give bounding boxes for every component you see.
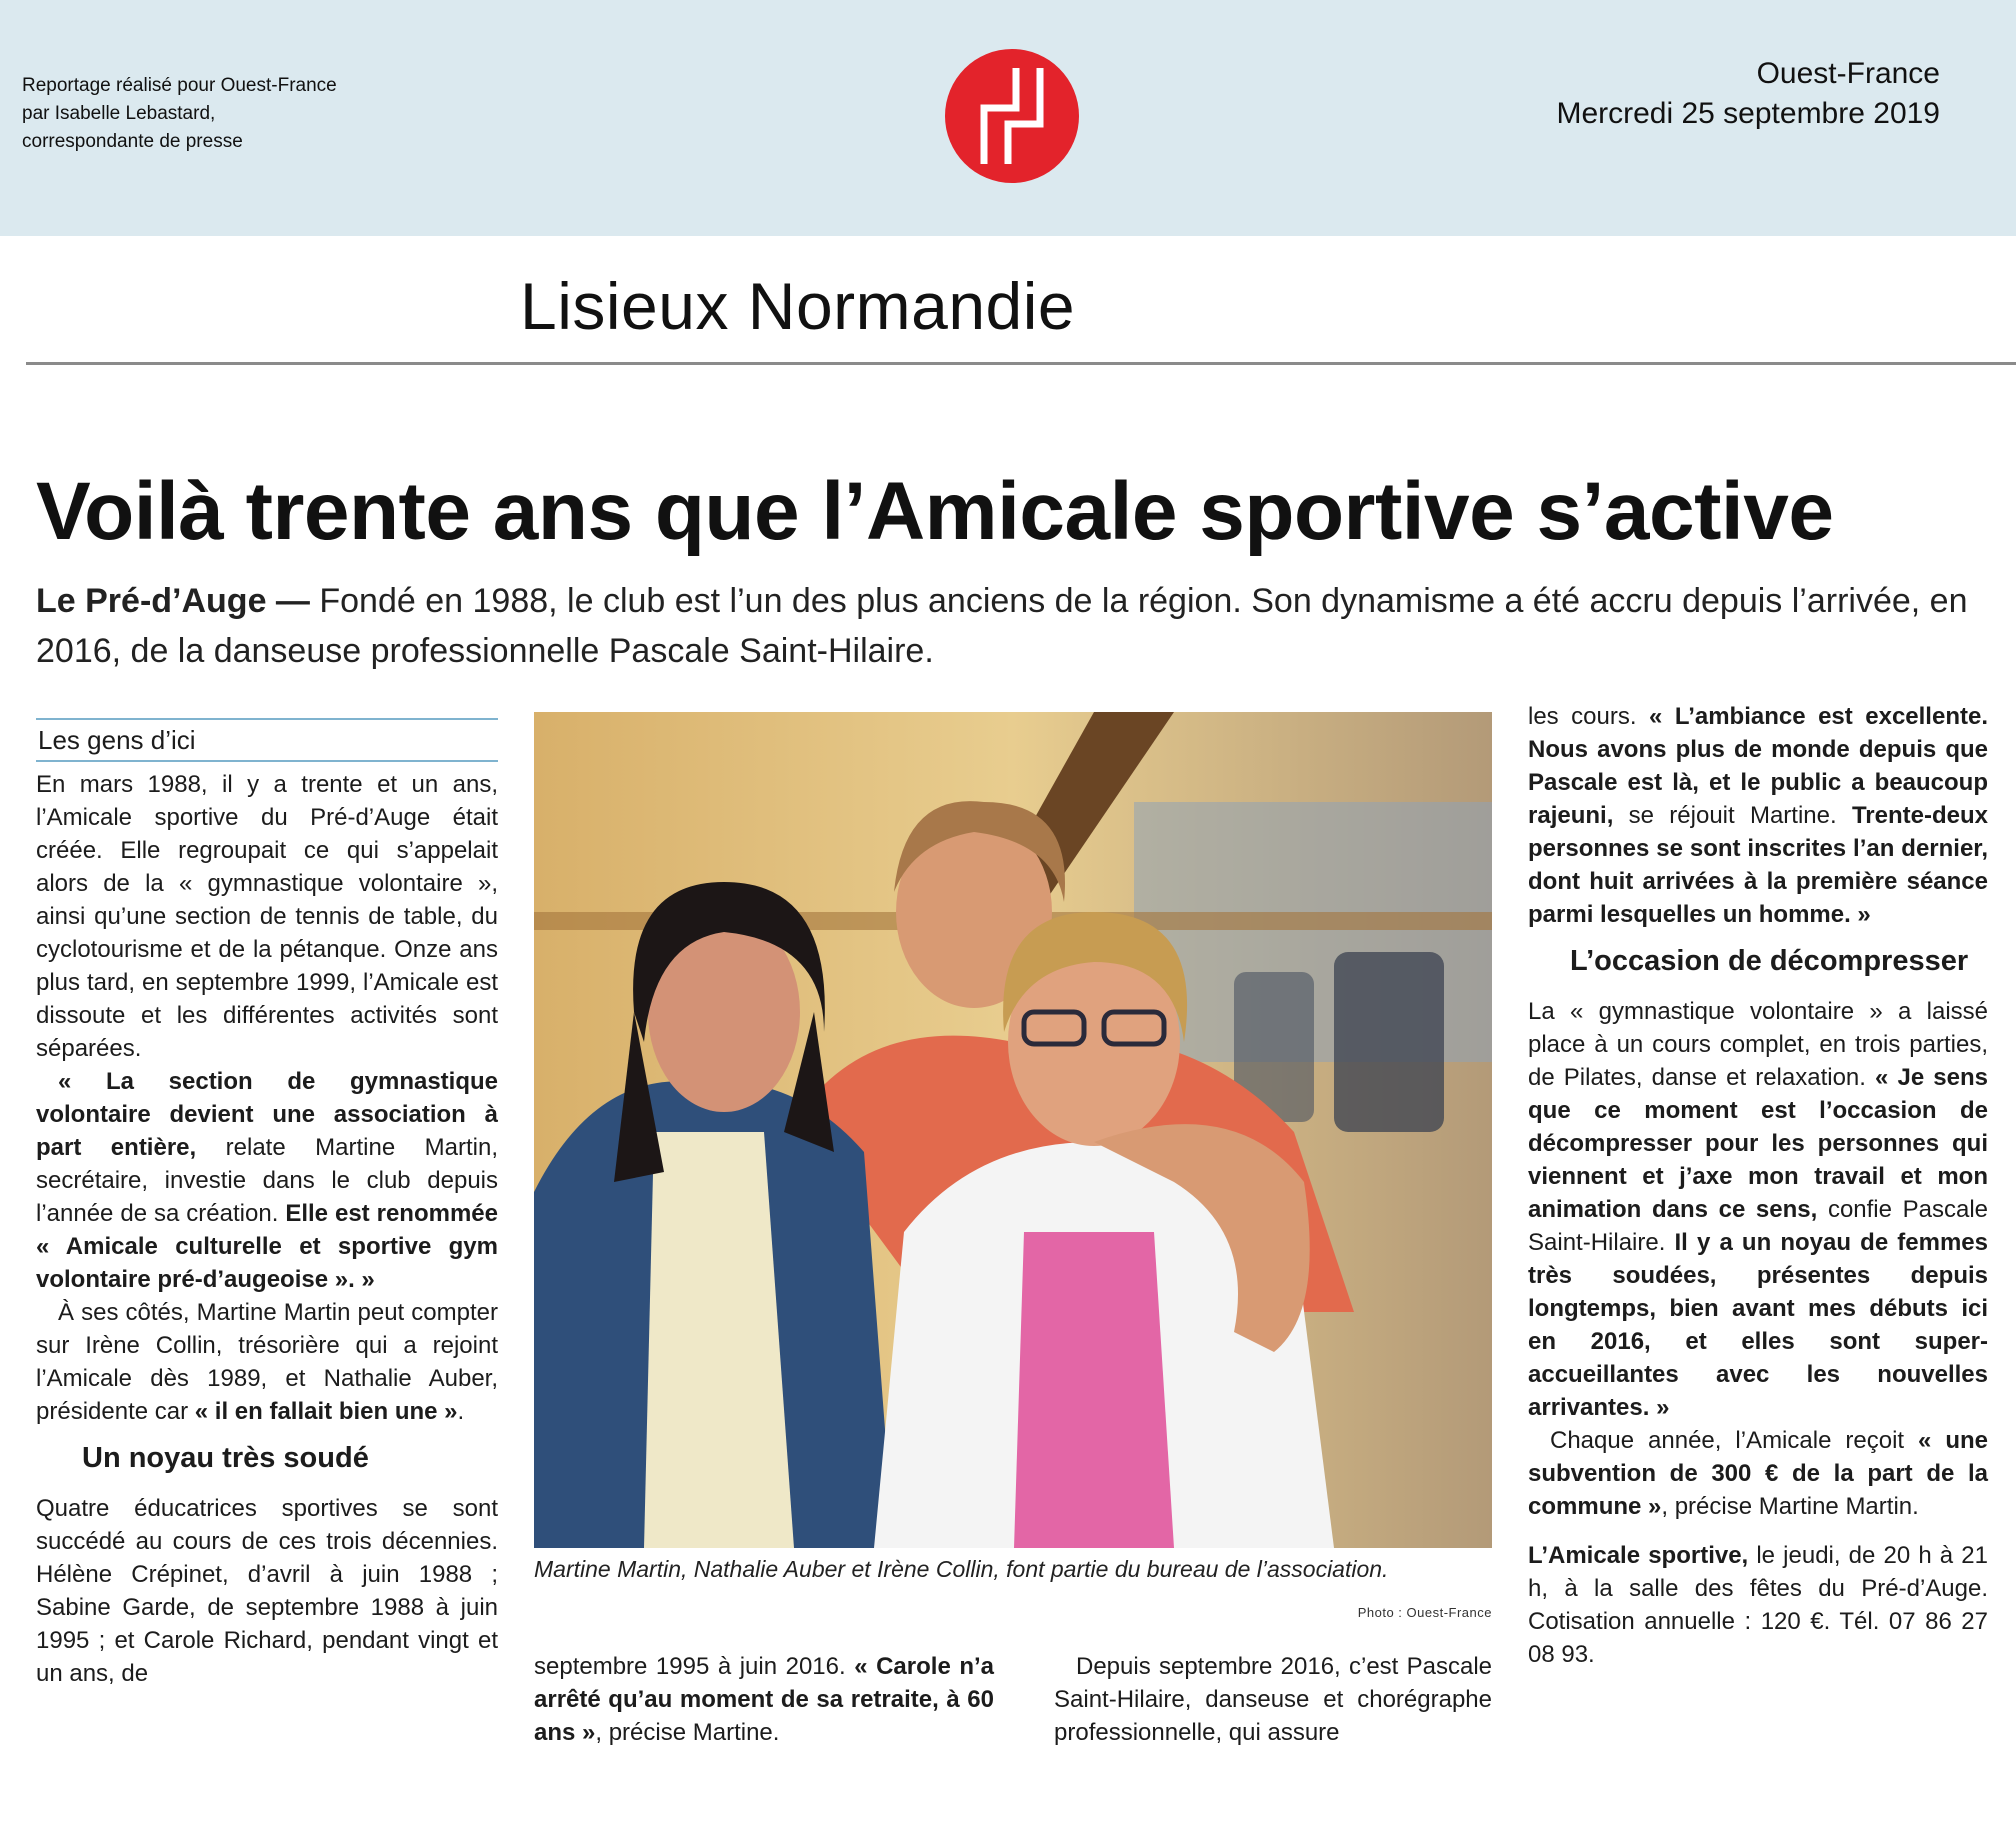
paragraph: Quatre éducatrices sportives se sont succédé au cours de ces trois décennies. Hélène Crépinet, d’avril à juin 1988 ; Sabine Garde, de septembre 1988 à juin 1995 ; et Carole Richard, pendant vingt et un ans, de bbox=[36, 1495, 498, 1687]
article-column-4 bbox=[1528, 700, 1988, 1671]
paragraph bbox=[1528, 1424, 1988, 1523]
article-column-2 bbox=[534, 1650, 994, 1749]
ouest-france-logo-icon bbox=[944, 48, 1080, 184]
quote: Elle est renommée « Amicale culturelle et sportive gym volontaire pré-d’augeoise ». » bbox=[36, 1200, 498, 1293]
subheading: L’occasion de décompresser bbox=[1570, 945, 1969, 977]
text: À ses côtés, Martine Martin peut compter sur Irène Collin, trésorière qui a rejoint l’Amicale dès 1989, et Nathalie Auber, présidente car bbox=[36, 1299, 498, 1425]
section-divider bbox=[26, 362, 2016, 365]
text: . bbox=[457, 1398, 465, 1425]
practical-info bbox=[1528, 1539, 1988, 1671]
quote: « Carole n’a arrêté qu’au moment de sa retraite, à 60 ans » bbox=[534, 1653, 995, 1746]
article-column-3 bbox=[1054, 1650, 1492, 1749]
paragraph bbox=[1528, 700, 1988, 931]
text: La « gymnastique volontaire » a laissé place à un cours complet, en trois parties, de Pilates, danse et relaxation. bbox=[1528, 998, 1988, 1091]
publication-info bbox=[1556, 54, 1940, 134]
credit-line-1: Reportage réalisé pour Ouest-France bbox=[22, 75, 337, 96]
quote: « L’ambiance est excellente. Nous avons plus de monde depuis que Pascale est là, et le public a beaucoup rajeuni, bbox=[1528, 703, 1988, 829]
quote: Trente-deux personnes se sont inscrites l’an dernier, dont huit arrivées à la première séance parmi lesquelles un homme. » bbox=[1528, 802, 1988, 928]
credit-line-3: correspondante de presse bbox=[22, 131, 243, 152]
article-headline: Voilà trente ans que l’Amicale sportive s’active bbox=[36, 466, 1834, 557]
article-column-1 bbox=[36, 718, 498, 1690]
rubric-label: Les gens d’ici bbox=[36, 718, 498, 762]
lead-location: Le Pré-d’Auge — bbox=[36, 582, 310, 620]
quote: « La section de gymnastique volontaire devient une association à part entière, bbox=[36, 1068, 498, 1161]
text: le jeudi, de 20 h à 21 h, à la salle des fêtes du Pré-d’Auge. Cotisation annuelle : 120 €. Tél. 07 86 27 08 93. bbox=[1528, 1542, 1988, 1668]
text: Chaque année, l’Amicale reçoit bbox=[1550, 1427, 1919, 1454]
text: septembre 1995 à juin 2016. bbox=[534, 1653, 855, 1680]
section-title: Lisieux Normandie bbox=[520, 269, 1076, 343]
text: les cours. bbox=[1528, 703, 1650, 730]
publication-name: Ouest-France bbox=[1756, 57, 1940, 90]
text: confie Pascale Saint-Hilaire. bbox=[1528, 1196, 1988, 1256]
spacer bbox=[1528, 1523, 1988, 1539]
paragraph: En mars 1988, il y a trente et un ans, l’Amicale sportive du Pré-d’Auge était créée. Elle regroupait ce qui s’appelait alors de la « gymnastique volontaire », ainsi qu’une section de tennis de table, du cyclotourisme et de la pétanque. Onze ans plus tard, en septembre 1999, l’Amicale est dissoute et les différentes activités sont séparées. bbox=[36, 771, 498, 1062]
photo-illustration bbox=[534, 712, 1492, 1548]
text: , précise Martine. bbox=[595, 1719, 780, 1746]
photo-credit: Photo : Ouest-France bbox=[1357, 1605, 1492, 1620]
article-lead bbox=[36, 576, 1996, 676]
text: se réjouit Martine. bbox=[1613, 802, 1852, 829]
paragraph bbox=[534, 1650, 994, 1749]
text: , précise Martine Martin. bbox=[1661, 1493, 1919, 1520]
info-label: L’Amicale sportive, bbox=[1528, 1542, 1749, 1569]
article-photo bbox=[534, 712, 1492, 1548]
quote: Il y a un noyau de femmes très soudées, présentes depuis longtemps, bien avant mes débuts ici en 2016, et elles sont super-accueillantes avec les nouvelles arrivantes. » bbox=[1528, 1229, 1989, 1421]
paragraph bbox=[36, 1065, 498, 1296]
reporter-credit bbox=[22, 72, 337, 156]
credit-line-2: par Isabelle Lebastard, bbox=[22, 103, 216, 124]
top-banner bbox=[0, 0, 2016, 236]
quote: « il en fallait bien une » bbox=[194, 1398, 458, 1425]
paragraph bbox=[36, 1296, 498, 1428]
quote: « Je sens que ce moment est l’occasion de décompresser pour les personnes qui viennent et j’axe mon travail et mon animation dans ce sens, bbox=[1528, 1064, 1988, 1223]
text: relate Martine Martin, secrétaire, investie dans le club depuis l’année de sa création. bbox=[36, 1134, 498, 1227]
photo-caption: Martine Martin, Nathalie Auber et Irène Collin, font partie du bureau de l’association. bbox=[534, 1556, 1389, 1582]
quote: « une subvention de 300 € de la part de la commune » bbox=[1528, 1427, 1989, 1520]
subheading: Un noyau très soudé bbox=[82, 1442, 369, 1474]
publication-date: Mercredi 25 septembre 2019 bbox=[1556, 97, 1940, 130]
paragraph: Depuis septembre 2016, c’est Pascale Saint-Hilaire, danseuse et chorégraphe professionnelle, qui assure bbox=[1054, 1653, 1492, 1746]
lead-text: Fondé en 1988, le club est l’un des plus anciens de la région. Son dynamisme a été accru depuis l’arrivée, en 2016, de la danseuse professionnelle Pascale Saint-Hilaire. bbox=[36, 582, 1968, 670]
paragraph bbox=[1528, 995, 1988, 1424]
